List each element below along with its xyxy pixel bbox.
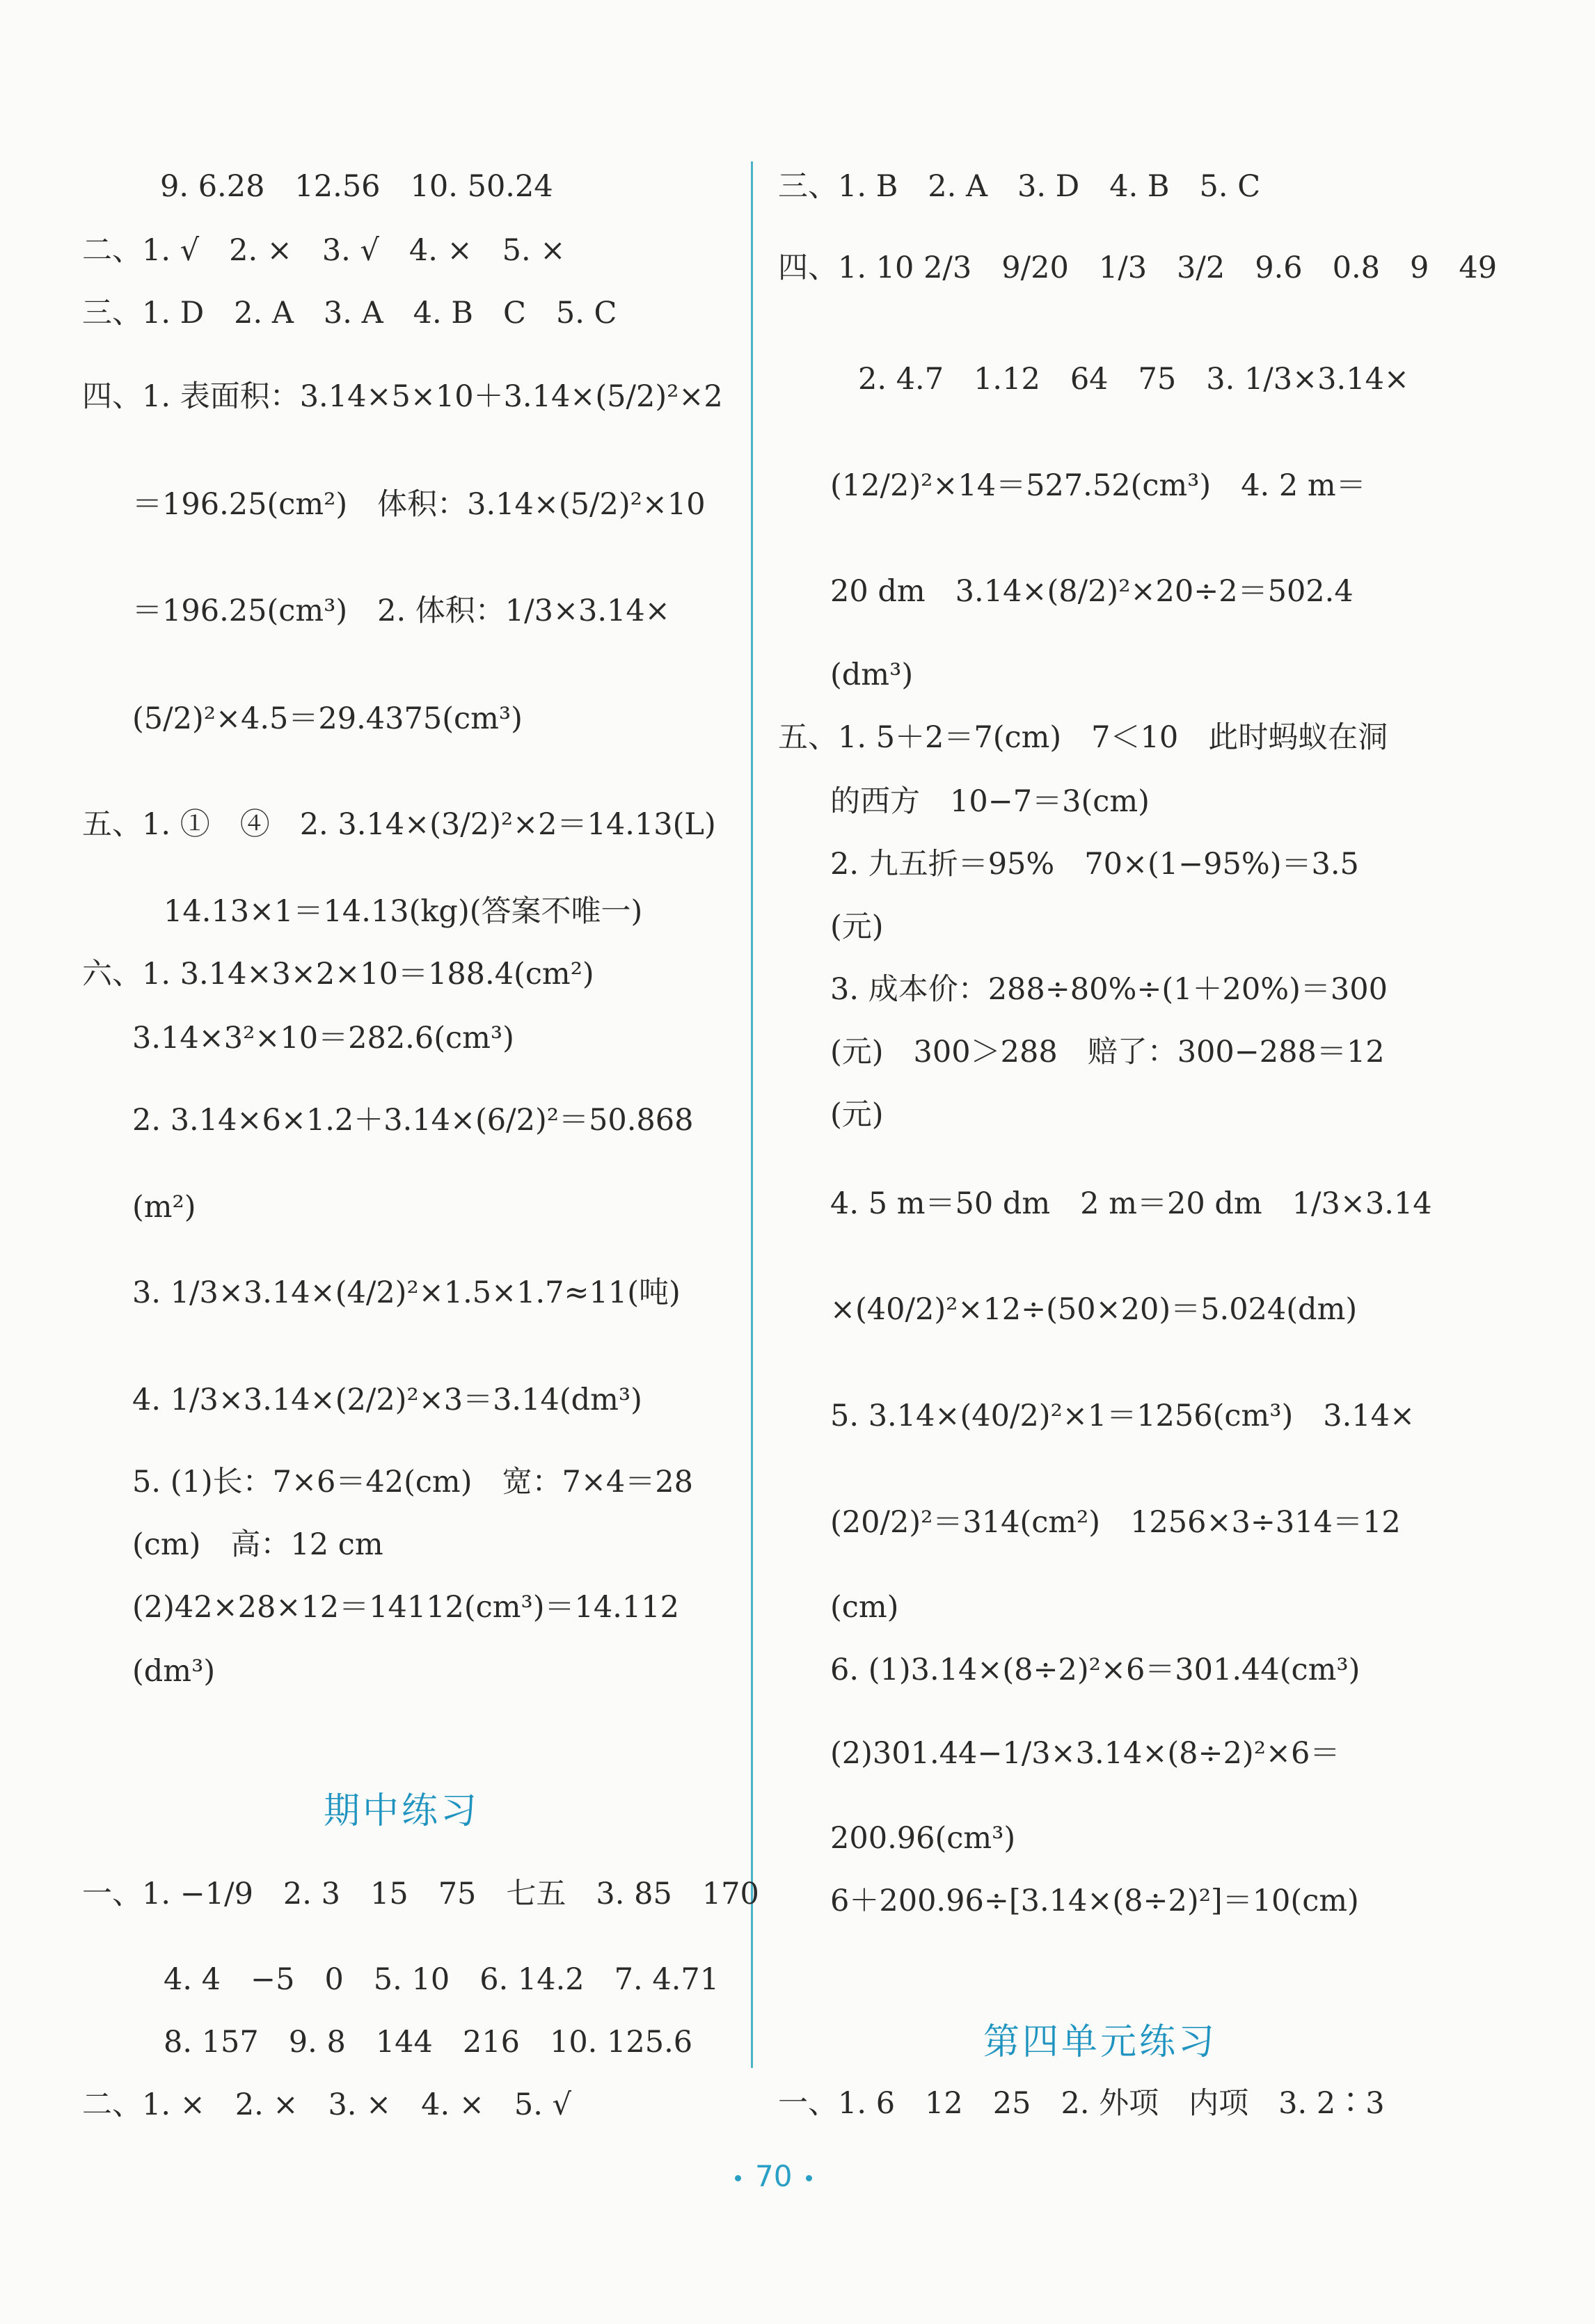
answer-line: 14.13×1＝14.13(kg)(答案不唯一) — [164, 894, 643, 929]
answer-line: (m²) — [132, 1190, 196, 1225]
answer-line: ×(40/2)²×12÷(50×20)＝5.024(dm) — [830, 1292, 1358, 1327]
answer-line: 三、1. B 2. A 3. D 4. B 5. C — [778, 169, 1261, 204]
answer-line: 200.96(cm³) — [830, 1821, 1016, 1856]
answer-line: (12/2)²×14＝527.52(cm³) 4. 2 m＝ — [830, 468, 1366, 503]
answer-line: 的西方 10−7＝3(cm) — [830, 784, 1150, 819]
answer-line: 2. 九五折＝95% 70×(1−95%)＝3.5 — [830, 847, 1359, 882]
answer-line: (元) — [830, 909, 884, 944]
answer-line: 3. 成本价：288÷80%÷(1＋20%)＝300 — [830, 972, 1388, 1007]
answer-line: 二、1. √ 2. × 3. √ 4. × 5. × — [82, 233, 566, 268]
answer-line: 一、1. 6 12 25 2. 外项 内项 3. 2∶3 — [778, 2086, 1385, 2121]
answer-line: 一、1. −1/9 2. 3 15 75 七五 3. 85 170 — [82, 1877, 759, 1911]
answer-line: ＝196.25(cm²) 体积：3.14×(5/2)²×10 — [132, 487, 706, 522]
answer-line: 8. 157 9. 8 144 216 10. 125.6 — [164, 2025, 693, 2060]
answer-line: ＝196.25(cm³) 2. 体积：1/3×3.14× — [132, 594, 670, 628]
page-number — [721, 2159, 826, 2193]
answer-line: 五、1. 5＋2＝7(cm) 7＜10 此时蚂蚁在洞 — [778, 720, 1388, 755]
section-title: 期中练习 — [324, 1790, 480, 1832]
answer-line: 9. 6.28 12.56 10. 50.24 — [160, 169, 553, 204]
answer-line: (dm³) — [132, 1654, 216, 1689]
dot-icon — [735, 2175, 741, 2181]
answer-line: (5/2)²×4.5＝29.4375(cm³) — [132, 701, 523, 736]
answer-line: 20 dm 3.14×(8/2)²×20÷2＝502.4 — [830, 574, 1354, 609]
column-divider — [751, 161, 753, 2068]
answer-line: 四、1. 表面积：3.14×5×10＋3.14×(5/2)²×2 — [82, 379, 723, 414]
answer-line: 5. 3.14×(40/2)²×1＝1256(cm³) 3.14× — [830, 1399, 1415, 1433]
answer-line: 2. 3.14×6×1.2＋3.14×(6/2)²＝50.868 — [132, 1103, 694, 1138]
answer-line: (2)42×28×12＝14112(cm³)＝14.112 — [132, 1590, 680, 1625]
answer-line: 五、1. ① ④ 2. 3.14×(3/2)²×2＝14.13(L) — [82, 807, 716, 842]
answer-line: 二、1. × 2. × 3. × 4. × 5. √ — [82, 2087, 571, 2122]
answer-line: (20/2)²＝314(cm²) 1256×3÷314＝12 — [830, 1505, 1401, 1540]
answer-line: (cm) 高：12 cm — [132, 1527, 383, 1562]
answer-line: 6＋200.96÷[3.14×(8÷2)²]＝10(cm) — [830, 1884, 1359, 1918]
answer-line: 3. 1/3×3.14×(4/2)²×1.5×1.7≈11(吨) — [132, 1275, 681, 1310]
answer-line: 4. 4 −5 0 5. 10 6. 14.2 7. 4.71 — [164, 1962, 720, 1997]
answer-line: (cm) — [830, 1590, 899, 1625]
answer-line: 四、1. 10 2/3 9/20 1/3 3/2 9.6 0.8 9 49 — [778, 250, 1498, 285]
answer-line: (2)301.44−1/3×3.14×(8÷2)²×6＝ — [830, 1736, 1340, 1771]
answer-line: 2. 4.7 1.12 64 75 3. 1/3×3.14× — [858, 362, 1409, 397]
dot-icon — [806, 2175, 812, 2181]
answer-line: 6. (1)3.14×(8÷2)²×6＝301.44(cm³) — [830, 1653, 1360, 1687]
answer-line: 3.14×3²×10＝282.6(cm³) — [132, 1021, 514, 1056]
section-title: 第四单元练习 — [983, 2021, 1218, 2063]
answer-line: (dm³) — [830, 658, 914, 692]
answer-line: 三、1. D 2. A 3. A 4. B C 5. C — [82, 296, 617, 331]
answer-line: 4. 1/3×3.14×(2/2)²×3＝3.14(dm³) — [132, 1383, 642, 1417]
answer-line: (元) 300＞288 赔了：300−288＝12 — [830, 1035, 1385, 1069]
answer-line: 4. 5 m＝50 dm 2 m＝20 dm 1/3×3.14 — [830, 1186, 1432, 1221]
answer-line: 六、1. 3.14×3×2×10＝188.4(cm²) — [82, 957, 594, 992]
answer-line: 5. (1)长：7×6＝42(cm) 宽：7×4＝28 — [132, 1465, 693, 1499]
answer-line: (元) — [830, 1097, 884, 1132]
page-number-text: 70 — [755, 2159, 793, 2193]
